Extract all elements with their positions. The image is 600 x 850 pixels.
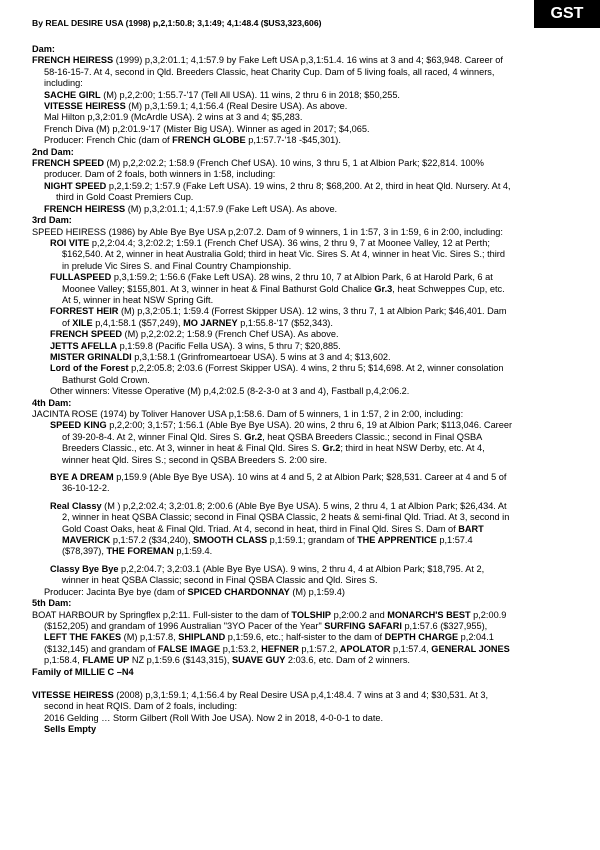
progeny-name: HEFNER — [261, 643, 299, 654]
foal-text: p,1:59.8 (Pacific Fella USA). 3 wins, 5 thru 7; $20,885. — [117, 340, 341, 351]
foal-text: p,159.9 (Able Bye Bye USA). 10 wins at 4 and 5, 2 at Albion Park; $28,531. Career at 4 and 5 of 36-10-12-2. — [62, 472, 507, 494]
foal-name: FRENCH HEIRESS — [44, 203, 126, 214]
dam3-foal-1 — [50, 238, 512, 272]
foal-text: p,1:55.8-'17 ($52,343). — [237, 317, 333, 328]
foal-text: , heat Schweppes Cup, etc. At 5, winner in heat NSW Spring Gift. — [62, 283, 505, 305]
dam2-text: (M) p,2,2:02.2; 1:58.9 (French Chef USA). 10 wins, 3 thru 5, 1 at Albion Park; $22,814. 100% producer. Dam of 2 foals, both winners in 1:58, including: — [44, 158, 484, 180]
dam4-foal-3 — [50, 501, 512, 558]
sire-header: By REAL DESIRE USA (1998) p,2,1:50.8; 3,1:49; 4,1:48.4 ($US3,323,606) — [32, 18, 322, 28]
foal-text: (M) p,2,2:00; 1:55.7-'17 (Tell All USA). 11 wins, 2 thru 6 in 2018; $50,255. — [100, 89, 400, 100]
dam5-text: p,1:58.4, — [44, 655, 83, 666]
producer-post: p,1:57.7-'18 -$45,301). — [245, 135, 341, 146]
progeny-name: SURFING SAFARI — [324, 620, 402, 631]
dam5-text: BOAT HARBOUR by Springflex p,2:11. Full-sister to the dam of — [32, 609, 292, 620]
foal-text: p,3,1:58.1 (Grinfromeartoear USA). 5 wins at 3 and 4; $13,602. — [131, 351, 391, 362]
dam-text: (1999) p,3,2:01.1; 4,1:57.9 by Fake Left USA p,3,1:51.4. 16 wins at 3 and 4; $63,948. Career of 58-16-15-7. At 4, second in Qld. Breeders Classic, heat Charity Cup. Dam of 5 living foals, all raced, 4 winners, including: — [44, 55, 503, 89]
dam2-foal-2 — [44, 204, 512, 215]
dam5-heading: 5th Dam: — [32, 598, 72, 609]
foal-name: ROI VITE — [50, 237, 90, 248]
dam5-text: p,1:57.2, — [298, 643, 340, 654]
foal-text: p,3,1:59.2; 1:56.6 (Fake Left USA). 28 wins, 2 thru 10, 7 at Albion Park, 6 at Harold Park, 6 at Moonee Valley; $155,801. At 3, winner in heat & Final Bathurst Gold Chalice — [62, 272, 493, 294]
foal-text: (M) p,3,2:01.1; 4,1:57.9 (Fake Left USA). As above. — [125, 203, 338, 214]
progeny-name: BART MAVERICK — [62, 523, 484, 546]
foal-text: p,2,2:00; 3,1:57; 1:56.1 (Able Bye Bye USA). 20 wins, 2 thru 6, 19 at Albion Park; $113,046. Career of 39-20-8-4. At 2, winner Final Qld. Sires S. — [62, 420, 513, 442]
dam3-foal-3 — [50, 306, 512, 329]
progeny-name: THE FOREMAN — [106, 546, 174, 557]
dam4-foal-2 — [50, 472, 512, 495]
foal-text: p,1:59.1; grandam of — [267, 535, 357, 546]
foal-text: p,2,2:04.7; 3,2:03.1 (Able Bye Bye USA). 9 wins, 2 thru 4, 4 at Albion Park; $18,795. At 2, winner in heat QSBA Classic; second in Final QSBA Classic and Qld. Sires S. — [62, 563, 485, 586]
dam3-foal-7 — [50, 363, 512, 386]
producer-name: FRENCH GLOBE — [172, 135, 246, 146]
lot-entry — [32, 690, 512, 713]
grade: Gr.2 — [244, 431, 263, 442]
dam-foal-3: Mal Hilton p,3,2:01.9 (McArdle USA). 2 wins at 3 and 4; $5,283. — [44, 112, 303, 123]
dam4-foal-1 — [50, 420, 512, 466]
dam-foal-2 — [44, 101, 512, 112]
dam3-foal-5 — [50, 341, 512, 352]
progeny-name: GENERAL JONES — [431, 643, 510, 654]
gst-badge: GST — [534, 0, 600, 28]
dam2-name: FRENCH SPEED — [32, 158, 104, 169]
progeny-name: DEPTH CHARGE — [384, 632, 459, 643]
dam4-producer — [44, 587, 512, 598]
progeny-name: MONARCH'S BEST — [387, 609, 471, 620]
progeny-name: XILE — [72, 317, 93, 328]
dam5-text: p,1:57.4, — [390, 643, 432, 654]
foal-name: Classy Bye Bye — [50, 563, 119, 574]
foal-name: SACHE GIRL — [44, 89, 101, 100]
foal-text: p,2,1:59.2; 1:57.9 (Fake Left USA). 19 wins, 2 thru 8; $68,200. At 2, third in heat Qld. Nursery. At 4, third in Gold Coast Premiers Cup. — [56, 180, 511, 203]
dam5-text: 2:03.6, etc. Dam of 2 winners. — [285, 655, 410, 666]
foal-text: p,1:57.2 ($34,240), — [110, 535, 194, 546]
producer-name: SPICED CHARDONNAY — [187, 586, 290, 597]
progeny-name: LEFT THE FAKES — [44, 632, 122, 643]
dam4-foal-4 — [50, 564, 512, 587]
progeny-name: FALSE IMAGE — [157, 643, 221, 654]
producer-pre: Producer: Jacinta Bye bye (dam of — [44, 586, 188, 597]
dam5-text: p,1:53.2, — [220, 643, 262, 654]
foal-name: VITESSE HEIRESS — [44, 101, 126, 112]
producer-post: (M) p,1:59.4) — [289, 586, 345, 597]
dam3-foal-2 — [50, 272, 512, 306]
dam5-text: p,2:00.9 ($152,205) and grandam of 1996 Australian "3YO Pacer of the Year" — [44, 609, 507, 631]
dam2-foal-1 — [44, 181, 512, 204]
grade: Gr.2 — [322, 443, 341, 454]
dam2-heading: 2nd Dam: — [32, 146, 74, 157]
progeny-name: APOLATOR — [339, 643, 391, 654]
dam-entry — [32, 55, 512, 89]
dam2-entry — [32, 158, 512, 181]
foal-text: ; third in heat NSW Derby, etc. At 4, winner heat Qld. Sires S.; second in QSBA Breeders S. 2:00 sire. — [62, 443, 485, 465]
dam-heading: Dam: — [32, 44, 55, 54]
lot-foal: 2016 Gelding … Storm Gilbert (Roll With Joe USA). Now 2 in 2018, 4-0-0-1 to date. — [44, 712, 384, 723]
foal-text: , heat QSBA Breeders Classic.; second in Final QSBA Breeders Classic., etc. At 3, winner in heat & Final Qld. Sires S. — [62, 431, 482, 454]
foal-text: p,1:59.4. — [173, 546, 213, 557]
dam5-text: p,1:57.6 ($327,955), — [401, 620, 488, 631]
dam-producer — [44, 135, 512, 146]
progeny-name: FLAME UP — [82, 655, 130, 666]
dam3-heading: 3rd Dam: — [32, 215, 72, 226]
dam3-foal-4 — [50, 329, 512, 340]
foal-text: p,2,2:04.4; 3,2:02.2; 1:59.1 (French Chef USA). 36 wins, 2 thru 9, 7 at Moonee Valley, 12 at Perth; $162,540. At 2, winner in heat Australia Gold; third in heat Vic. Sires S. At 4, winner in heat Vic. Sires S.; third in prelude Vic Sires S. and Final Country Championship. — [62, 237, 505, 271]
foal-text: p,4,1:58.1 ($57,249), — [92, 317, 184, 328]
pedigree-document — [32, 44, 512, 736]
progeny-name: SMOOTH CLASS — [193, 535, 268, 546]
foal-text: (M) p,3,2:05.1; 1:59.4 (Forrest Skipper USA). 12 wins, 3 thru 7, 1 at Albion Park; $46,401. Dam of — [62, 306, 507, 328]
foal-name: Lord of the Forest — [50, 363, 129, 374]
foal-text: p,2,2:05.8; 2:03.6 (Forrest Skipper USA). 4 wins, 2 thru 5; $14,698. At 2, winner consolation Bathurst Gold Crown. — [62, 363, 504, 385]
sells-status: Sells Empty — [44, 724, 97, 735]
dam4-heading: 4th Dam: — [32, 397, 72, 408]
foal-text: (M) p,2,2:02.2; 1:58.9 (French Chef USA). As above. — [121, 329, 339, 340]
dam-foal-1 — [44, 90, 512, 101]
dam5-entry — [32, 610, 512, 667]
progeny-name: SHIPLAND — [178, 632, 226, 643]
foal-name: MISTER GRINALDI — [50, 351, 132, 362]
producer-pre: Producer: French Chic (dam of — [44, 135, 173, 146]
grade: Gr.3 — [374, 283, 393, 294]
foal-name: FULLASPEED — [50, 272, 112, 283]
foal-name: Real Classy — [50, 500, 102, 511]
dam3-other-winners: Other winners: Vitesse Operative (M) p,4,2:02.5 (8-2-3-0 at 3 and 4), Fastball p,4,2:06.2. — [50, 386, 410, 397]
foal-name: FRENCH SPEED — [50, 329, 122, 340]
progeny-name: TOLSHIP — [291, 609, 332, 620]
progeny-name: SUAVE GUY — [231, 655, 286, 666]
foal-name: JETTS AFELLA — [50, 340, 118, 351]
lot-name: VITESSE HEIRESS — [32, 689, 114, 700]
dam-foal-4: French Diva (M) p,2:01.9-'17 (Mister Big USA). Winner as aged in 2017; $4,065. — [44, 123, 370, 134]
progeny-name: MO JARNEY — [183, 317, 238, 328]
dam4-entry: JACINTA ROSE (1974) by Toliver Hanover USA p,1:58.6. Dam of 5 winners, 1 in 1:57, 2 in 2:00, including: — [32, 409, 464, 419]
foal-name: BYE A DREAM — [50, 472, 114, 483]
dam5-text: p,2:00.2 and — [331, 609, 388, 620]
dam5-text: NZ p,1:59.6 ($143,315), — [129, 655, 232, 666]
dam-name: FRENCH HEIRESS — [32, 55, 114, 66]
foal-text: p,1:57.4 ($78,397), — [62, 535, 473, 557]
foal-name: SPEED KING — [50, 420, 107, 431]
dam5-text: (M) p,1:57.8, — [121, 632, 179, 643]
lot-text: (2008) p,3,1:59.1; 4,1:56.4 by Real Desire USA p,4,1:48.4. 7 wins at 3 and 4; $30,531. At 3, second in heat RQIS. Dam of 2 foals, including: — [44, 689, 489, 712]
family-line: Family of MILLIE C –N4 — [32, 666, 134, 677]
progeny-name: THE APPRENTICE — [357, 535, 437, 546]
foal-name: FORREST HEIR — [50, 306, 119, 317]
dam3-foal-6 — [50, 352, 512, 363]
dam5-text: p,2:04.1 ($132,145) and grandam of — [44, 632, 494, 654]
foal-text: (M) p,3,1:59.1; 4,1:56.4 (Real Desire USA). As above. — [125, 101, 348, 112]
dam3-entry: SPEED HEIRESS (1986) by Able Bye Bye USA p,2:07.2. Dam of 9 winners, 1 in 1:57, 3 in 1:59, 6 in 2:00, including: — [32, 226, 503, 237]
foal-name: NIGHT SPEED — [44, 180, 107, 191]
foal-text: (M ) p,2,2:02.4; 3,2:01.8; 2:00.6 (Able Bye Bye USA). 5 wins, 2 thru 4, 1 at Albion Park; $26,434. At 2, winner in heat QSBA Classic; second in Final QSBA Classic, 2 heats & semi-final Qld. Triad. At 3, second in Gold Coast Oaks, heat & Final Qld. Triad. At 4, second in heat, third in Final Qld. Sires S. Dam of — [62, 500, 510, 534]
dam5-text: p,1:59.6, etc.; half-sister to the dam of — [225, 632, 385, 643]
